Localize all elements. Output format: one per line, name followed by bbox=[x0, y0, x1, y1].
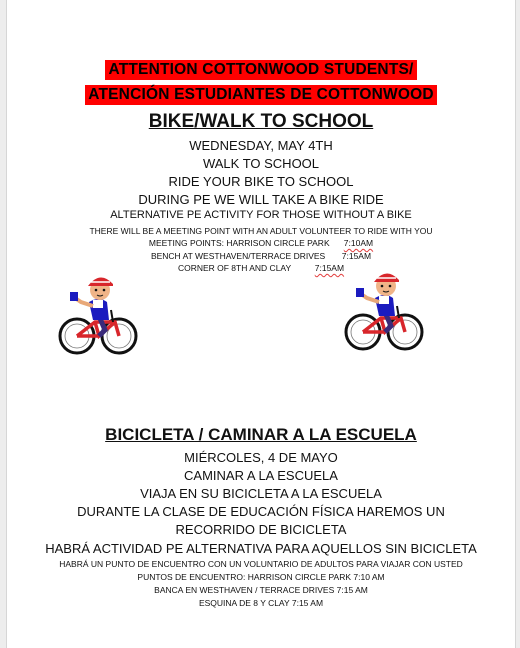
header-line-1: ATTENTION COTTONWOOD STUDENTS/ bbox=[7, 60, 515, 80]
meeting-point-row: MEETING POINTS: HARRISON CIRCLE PARK 7:10AM bbox=[148, 238, 374, 248]
kid-on-bike-image-left bbox=[55, 272, 141, 358]
english-title: BIKE/WALK TO SCHOOL bbox=[148, 111, 374, 132]
spanish-small-line: ESQUINA DE 8 Y CLAY 7:15 AM bbox=[198, 598, 324, 608]
spanish-line: CAMINAR A LA ESCUELA bbox=[184, 468, 338, 483]
spanish-small-line: PUNTOS DE ENCUENTRO: HARRISON CIRCLE PARK 7:10 AM bbox=[137, 572, 385, 582]
header-line-2: ATENCIÓN ESTUDIANTES DE COTTONWOOD bbox=[7, 85, 515, 105]
spanish-line: VIAJA EN SU BICICLETA A LA ESCUELA bbox=[140, 486, 382, 501]
english-line: WEDNESDAY, MAY 4TH bbox=[189, 138, 333, 153]
spanish-line: MIÉRCOLES, 4 DE MAYO bbox=[184, 450, 338, 465]
english-line: WALK TO SCHOOL bbox=[202, 156, 320, 171]
spanish-title: BICICLETA / CAMINAR A LA ESCUELA bbox=[105, 425, 417, 444]
document-page bbox=[6, 0, 516, 648]
english-line: DURING PE WE WILL TAKE A BIKE RIDE bbox=[138, 192, 384, 207]
english-line: RIDE YOUR BIKE TO SCHOOL bbox=[168, 174, 354, 189]
meeting-point-row: BENCH AT WESTHAVEN/TERRACE DRIVES 7:15AM bbox=[150, 251, 372, 261]
meeting-point-row: CORNER OF 8TH AND CLAY 7:15AM bbox=[177, 263, 345, 273]
alt-activity-text: ALTERNATIVE PE ACTIVITY FOR THOSE WITHOUT A BIKE bbox=[110, 209, 412, 221]
spanish-small-line: BANCA EN WESTHAVEN / TERRACE DRIVES 7:15 AM bbox=[154, 585, 368, 595]
spanish-line: RECORRIDO DE BICICLETA bbox=[175, 522, 347, 537]
spanish-line: DURANTE LA CLASE DE EDUCACIÓN FÍSICA HAREMOS UN bbox=[77, 504, 445, 519]
kid-on-bike-image-right bbox=[341, 268, 427, 354]
meeting-note: THERE WILL BE A MEETING POINT WITH AN ADULT VOLUNTEER TO RIDE WITH YOU bbox=[89, 226, 433, 236]
spanish-small-line: HABRÁ UN PUNTO DE ENCUENTRO CON UN VOLUNTARIO DE ADULTOS PARA VIAJAR CON USTED bbox=[59, 559, 463, 569]
spanish-line: HABRÁ ACTIVIDAD PE ALTERNATIVA PARA AQUELLOS SIN BICICLETA bbox=[45, 541, 477, 556]
